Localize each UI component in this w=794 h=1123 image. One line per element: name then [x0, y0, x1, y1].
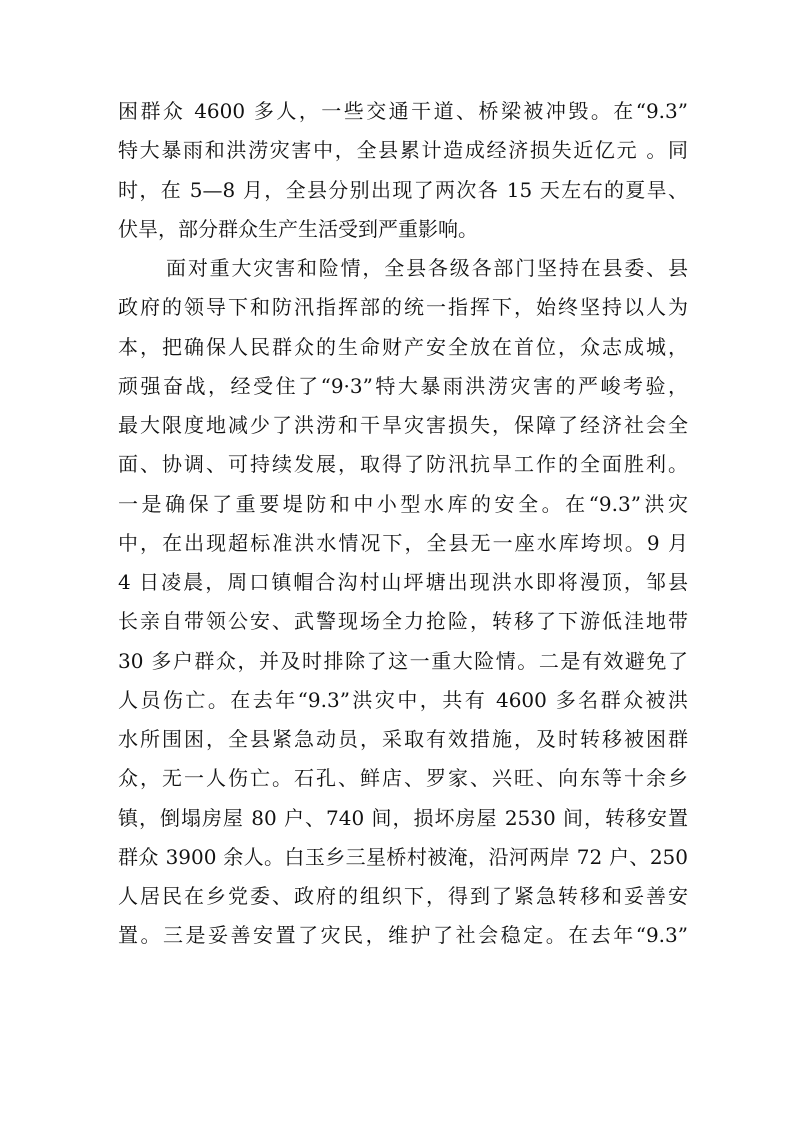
text-line: 特大暴雨和洪涝灾害中，全县累计造成经济损失近亿元 。同 — [118, 138, 688, 163]
text-line: 镇，倒塌房屋 80 户、740 间，损坏房屋 2530 间，转移安置 — [118, 805, 688, 830]
text-line: 伏旱，部分群众生产生活受到严重影响。 — [118, 216, 478, 241]
text-line: 水所围困，全县紧急动员，采取有效措施，及时转移被困群 — [118, 727, 688, 751]
text-line: 长亲自带领公安、武警现场全力抢险，转移了下游低洼地带 — [118, 609, 688, 634]
text-line: 众，无一人伤亡。石孔、鲜店、罗家、兴旺、向东等十余乡 — [118, 766, 688, 791]
text-line: 政府的领导下和防汛指挥部的统一指挥下，始终坚持以人为 — [118, 295, 688, 320]
text-line: 时，在 5—8 月，全县分别出现了两次各 15 天左右的夏旱、 — [118, 177, 688, 202]
text-line: 中，在出现超标准洪水情况下，全县无一座水库垮坝。9 月 — [118, 530, 688, 555]
text-line: 30 多户群众，并及时排除了这一重大险情。二是有效避免了 — [118, 648, 688, 673]
text-line: 4 日凌晨，周口镇帽合沟村山坪塘出现洪水即将漫顶，邹县 — [118, 570, 688, 594]
text-line: 人居民在乡党委、政府的组织下，得到了紧急转移和妥善安 — [118, 884, 688, 908]
text-line: 最大限度地减少了洪涝和干旱灾害损失，保障了经济社会全 — [118, 413, 688, 437]
body-text — [118, 92, 688, 956]
text-line: 一是确保了重要堤防和中小型水库的安全。在“9.3”洪灾 — [118, 491, 688, 516]
text-line: 顽强奋战，经受住了“9·3”特大暴雨洪涝灾害的严峻考验， — [118, 373, 688, 398]
text-line: 本，把确保人民群众的生命财产安全放在首位，众志成城， — [118, 334, 688, 359]
paragraph-first-line: 面对重大灾害和险情，全县各级各部门坚持在县委、县 — [166, 256, 688, 280]
text-line: 困群众 4600 多人，一些交通干道、桥梁被冲毁。在“9.3” — [118, 99, 688, 123]
text-line: 面、协调、可持续发展，取得了防汛抗旱工作的全面胜利。 — [118, 452, 688, 477]
text-line: 群众 3900 余人。白玉乡三星桥村被淹，沿河两岸 72 户、250 — [118, 844, 688, 869]
text-line: 置。三是妥善安置了灾民，维护了社会稳定。在去年“9.3” — [118, 923, 688, 948]
text-line: 人员伤亡。在去年“9.3”洪灾中，共有 4600 多名群众被洪 — [118, 687, 688, 712]
